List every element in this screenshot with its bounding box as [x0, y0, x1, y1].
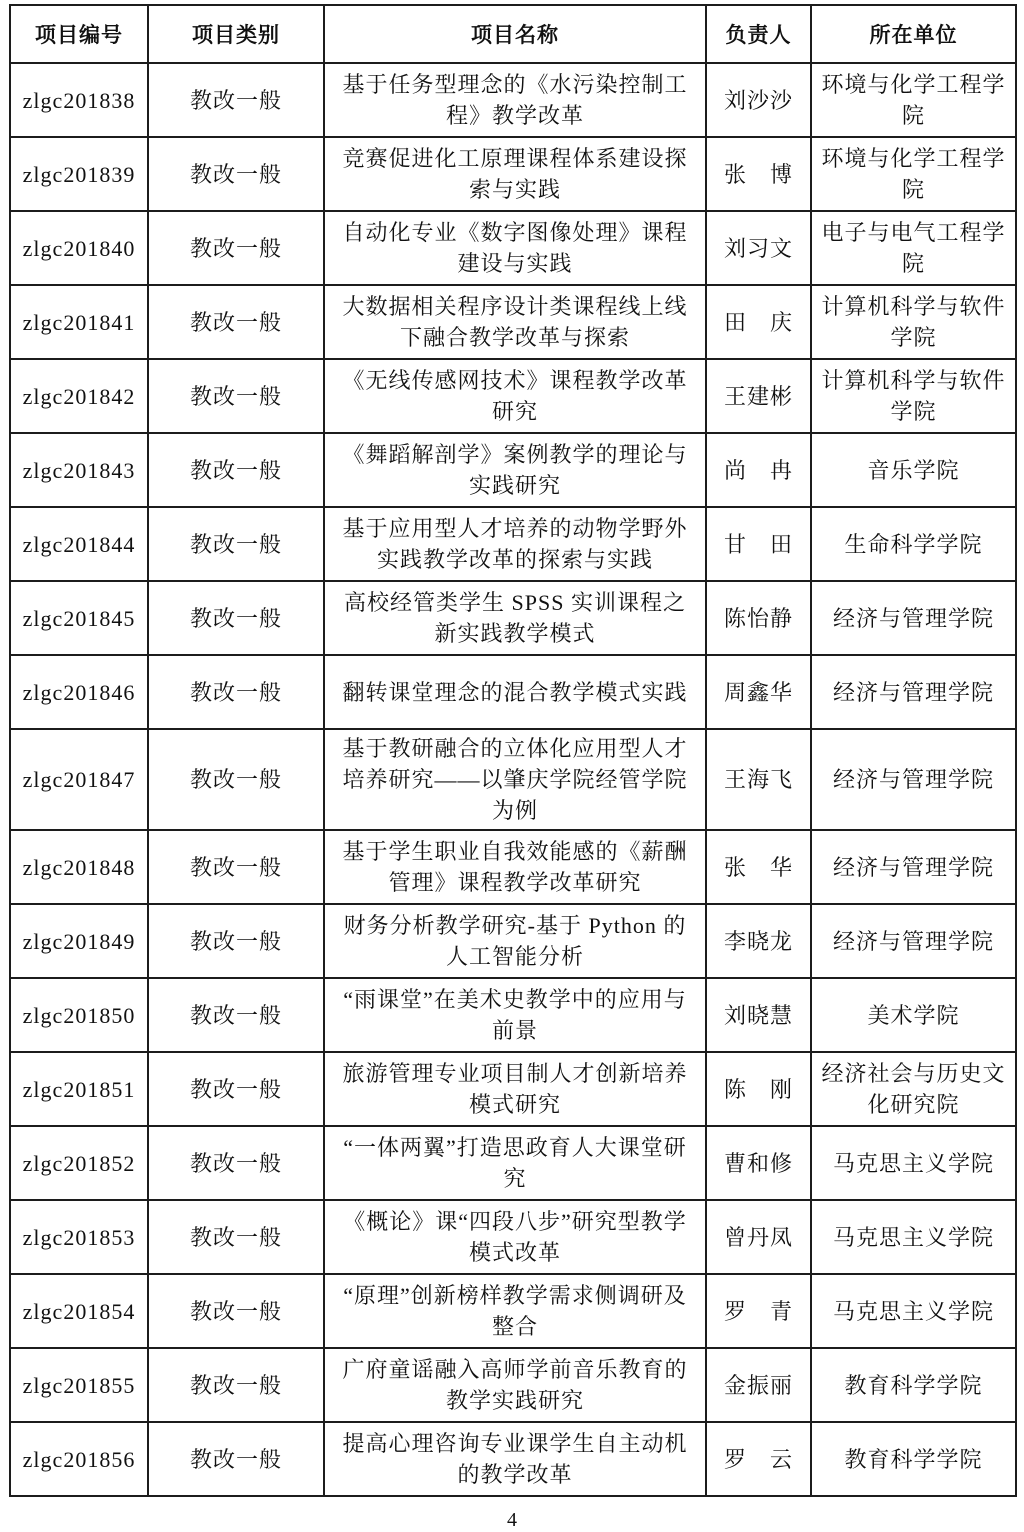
cell-project-category: 教改一般 — [148, 729, 324, 830]
cell-project-name: 竞赛促进化工原理课程体系建设探索与实践 — [324, 137, 706, 211]
cell-project-unit: 环境与化学工程学院 — [811, 63, 1016, 137]
cell-project-id: zlgc201853 — [10, 1200, 148, 1274]
cell-project-leader: 罗 云 — [706, 1422, 811, 1496]
cell-project-unit: 经济与管理学院 — [811, 581, 1016, 655]
cell-project-id: zlgc201852 — [10, 1126, 148, 1200]
cell-project-name: 翻转课堂理念的混合教学模式实践 — [324, 655, 706, 729]
cell-project-category: 教改一般 — [148, 978, 324, 1052]
cell-project-unit: 生命科学学院 — [811, 507, 1016, 581]
cell-project-id: zlgc201855 — [10, 1348, 148, 1422]
cell-project-category: 教改一般 — [148, 1126, 324, 1200]
cell-project-name: 自动化专业《数字图像处理》课程建设与实践 — [324, 211, 706, 285]
table-row — [10, 433, 1016, 507]
cell-project-leader: 陈 刚 — [706, 1052, 811, 1126]
cell-project-leader: 陈怡静 — [706, 581, 811, 655]
cell-project-category: 教改一般 — [148, 1348, 324, 1422]
table-row — [10, 978, 1016, 1052]
table-row — [10, 285, 1016, 359]
cell-project-leader: 曹和修 — [706, 1126, 811, 1200]
cell-project-leader: 王建彬 — [706, 359, 811, 433]
cell-project-unit: 经济社会与历史文化研究院 — [811, 1052, 1016, 1126]
table-row — [10, 211, 1016, 285]
cell-project-unit: 经济与管理学院 — [811, 729, 1016, 830]
cell-project-leader: 刘晓慧 — [706, 978, 811, 1052]
header-project-id: 项目编号 — [10, 5, 148, 63]
cell-project-name: 《舞蹈解剖学》案例教学的理论与实践研究 — [324, 433, 706, 507]
table-row — [10, 1274, 1016, 1348]
cell-project-category: 教改一般 — [148, 581, 324, 655]
cell-project-leader: 李晓龙 — [706, 904, 811, 978]
cell-project-id: zlgc201856 — [10, 1422, 148, 1496]
cell-project-id: zlgc201850 — [10, 978, 148, 1052]
cell-project-name: 基于应用型人才培养的动物学野外实践教学改革的探索与实践 — [324, 507, 706, 581]
cell-project-category: 教改一般 — [148, 830, 324, 904]
cell-project-unit: 马克思主义学院 — [811, 1126, 1016, 1200]
table-row — [10, 830, 1016, 904]
cell-project-name: “一体两翼”打造思政育人大课堂研究 — [324, 1126, 706, 1200]
cell-project-name: 旅游管理专业项目制人才创新培养模式研究 — [324, 1052, 706, 1126]
table-row — [10, 581, 1016, 655]
table-row — [10, 507, 1016, 581]
table-row — [10, 1200, 1016, 1274]
cell-project-name: 《概论》课“四段八步”研究型教学模式改革 — [324, 1200, 706, 1274]
cell-project-id: zlgc201843 — [10, 433, 148, 507]
cell-project-id: zlgc201851 — [10, 1052, 148, 1126]
table-row — [10, 729, 1016, 830]
cell-project-name: 《无线传感网技术》课程教学改革研究 — [324, 359, 706, 433]
cell-project-leader: 田 庆 — [706, 285, 811, 359]
cell-project-unit: 美术学院 — [811, 978, 1016, 1052]
cell-project-leader: 刘沙沙 — [706, 63, 811, 137]
cell-project-category: 教改一般 — [148, 433, 324, 507]
table-row — [10, 137, 1016, 211]
cell-project-leader: 刘习文 — [706, 211, 811, 285]
cell-project-leader: 张 博 — [706, 137, 811, 211]
cell-project-category: 教改一般 — [148, 359, 324, 433]
table-row — [10, 359, 1016, 433]
cell-project-id: zlgc201848 — [10, 830, 148, 904]
cell-project-category: 教改一般 — [148, 1274, 324, 1348]
table-row — [10, 1126, 1016, 1200]
table-header-row — [10, 5, 1016, 63]
cell-project-unit: 马克思主义学院 — [811, 1200, 1016, 1274]
cell-project-category: 教改一般 — [148, 904, 324, 978]
cell-project-id: zlgc201841 — [10, 285, 148, 359]
cell-project-name: 基于学生职业自我效能感的《薪酬管理》课程教学改革研究 — [324, 830, 706, 904]
cell-project-unit: 教育科学学院 — [811, 1422, 1016, 1496]
cell-project-unit: 马克思主义学院 — [811, 1274, 1016, 1348]
cell-project-name: 大数据相关程序设计类课程线上线下融合教学改革与探索 — [324, 285, 706, 359]
cell-project-name: 基于任务型理念的《水污染控制工程》教学改革 — [324, 63, 706, 137]
cell-project-leader: 王海飞 — [706, 729, 811, 830]
cell-project-leader: 张 华 — [706, 830, 811, 904]
cell-project-id: zlgc201854 — [10, 1274, 148, 1348]
cell-project-unit: 计算机科学与软件学院 — [811, 359, 1016, 433]
cell-project-id: zlgc201840 — [10, 211, 148, 285]
table-row — [10, 904, 1016, 978]
cell-project-category: 教改一般 — [148, 507, 324, 581]
table-row — [10, 1422, 1016, 1496]
cell-project-category: 教改一般 — [148, 1422, 324, 1496]
projects-table — [9, 4, 1017, 1497]
cell-project-unit: 音乐学院 — [811, 433, 1016, 507]
cell-project-category: 教改一般 — [148, 285, 324, 359]
cell-project-unit: 经济与管理学院 — [811, 830, 1016, 904]
cell-project-category: 教改一般 — [148, 211, 324, 285]
cell-project-name: 提高心理咨询专业课学生自主动机的教学改革 — [324, 1422, 706, 1496]
table-row — [10, 1052, 1016, 1126]
cell-project-category: 教改一般 — [148, 1052, 324, 1126]
cell-project-unit: 环境与化学工程学院 — [811, 137, 1016, 211]
header-project-name: 项目名称 — [324, 5, 706, 63]
cell-project-name: 高校经管类学生 SPSS 实训课程之新实践教学模式 — [324, 581, 706, 655]
cell-project-unit: 电子与电气工程学院 — [811, 211, 1016, 285]
cell-project-category: 教改一般 — [148, 63, 324, 137]
cell-project-leader: 曾丹凤 — [706, 1200, 811, 1274]
cell-project-category: 教改一般 — [148, 655, 324, 729]
cell-project-id: zlgc201847 — [10, 729, 148, 830]
cell-project-unit: 计算机科学与软件学院 — [811, 285, 1016, 359]
page-number: 4 — [507, 1509, 517, 1531]
cell-project-id: zlgc201849 — [10, 904, 148, 978]
header-project-unit: 所在单位 — [811, 5, 1016, 63]
cell-project-id: zlgc201838 — [10, 63, 148, 137]
cell-project-id: zlgc201839 — [10, 137, 148, 211]
cell-project-name: “雨课堂”在美术史教学中的应用与前景 — [324, 978, 706, 1052]
cell-project-unit: 经济与管理学院 — [811, 904, 1016, 978]
table-body — [10, 63, 1016, 1496]
cell-project-leader: 甘 田 — [706, 507, 811, 581]
cell-project-name: 广府童谣融入高师学前音乐教育的教学实践研究 — [324, 1348, 706, 1422]
cell-project-id: zlgc201842 — [10, 359, 148, 433]
cell-project-leader: 金振丽 — [706, 1348, 811, 1422]
cell-project-leader: 周鑫华 — [706, 655, 811, 729]
cell-project-leader: 罗 青 — [706, 1274, 811, 1348]
table-row — [10, 655, 1016, 729]
cell-project-unit: 教育科学学院 — [811, 1348, 1016, 1422]
cell-project-category: 教改一般 — [148, 1200, 324, 1274]
cell-project-leader: 尚 冉 — [706, 433, 811, 507]
header-project-category: 项目类别 — [148, 5, 324, 63]
cell-project-name: 基于教研融合的立体化应用型人才培养研究——以肇庆学院经管学院为例 — [324, 729, 706, 830]
cell-project-id: zlgc201845 — [10, 581, 148, 655]
table-row — [10, 1348, 1016, 1422]
cell-project-id: zlgc201846 — [10, 655, 148, 729]
cell-project-name: 财务分析教学研究-基于 Python 的人工智能分析 — [324, 904, 706, 978]
cell-project-unit: 经济与管理学院 — [811, 655, 1016, 729]
cell-project-category: 教改一般 — [148, 137, 324, 211]
table-row — [10, 63, 1016, 137]
header-project-leader: 负责人 — [706, 5, 811, 63]
cell-project-name: “原理”创新榜样教学需求侧调研及整合 — [324, 1274, 706, 1348]
cell-project-id: zlgc201844 — [10, 507, 148, 581]
